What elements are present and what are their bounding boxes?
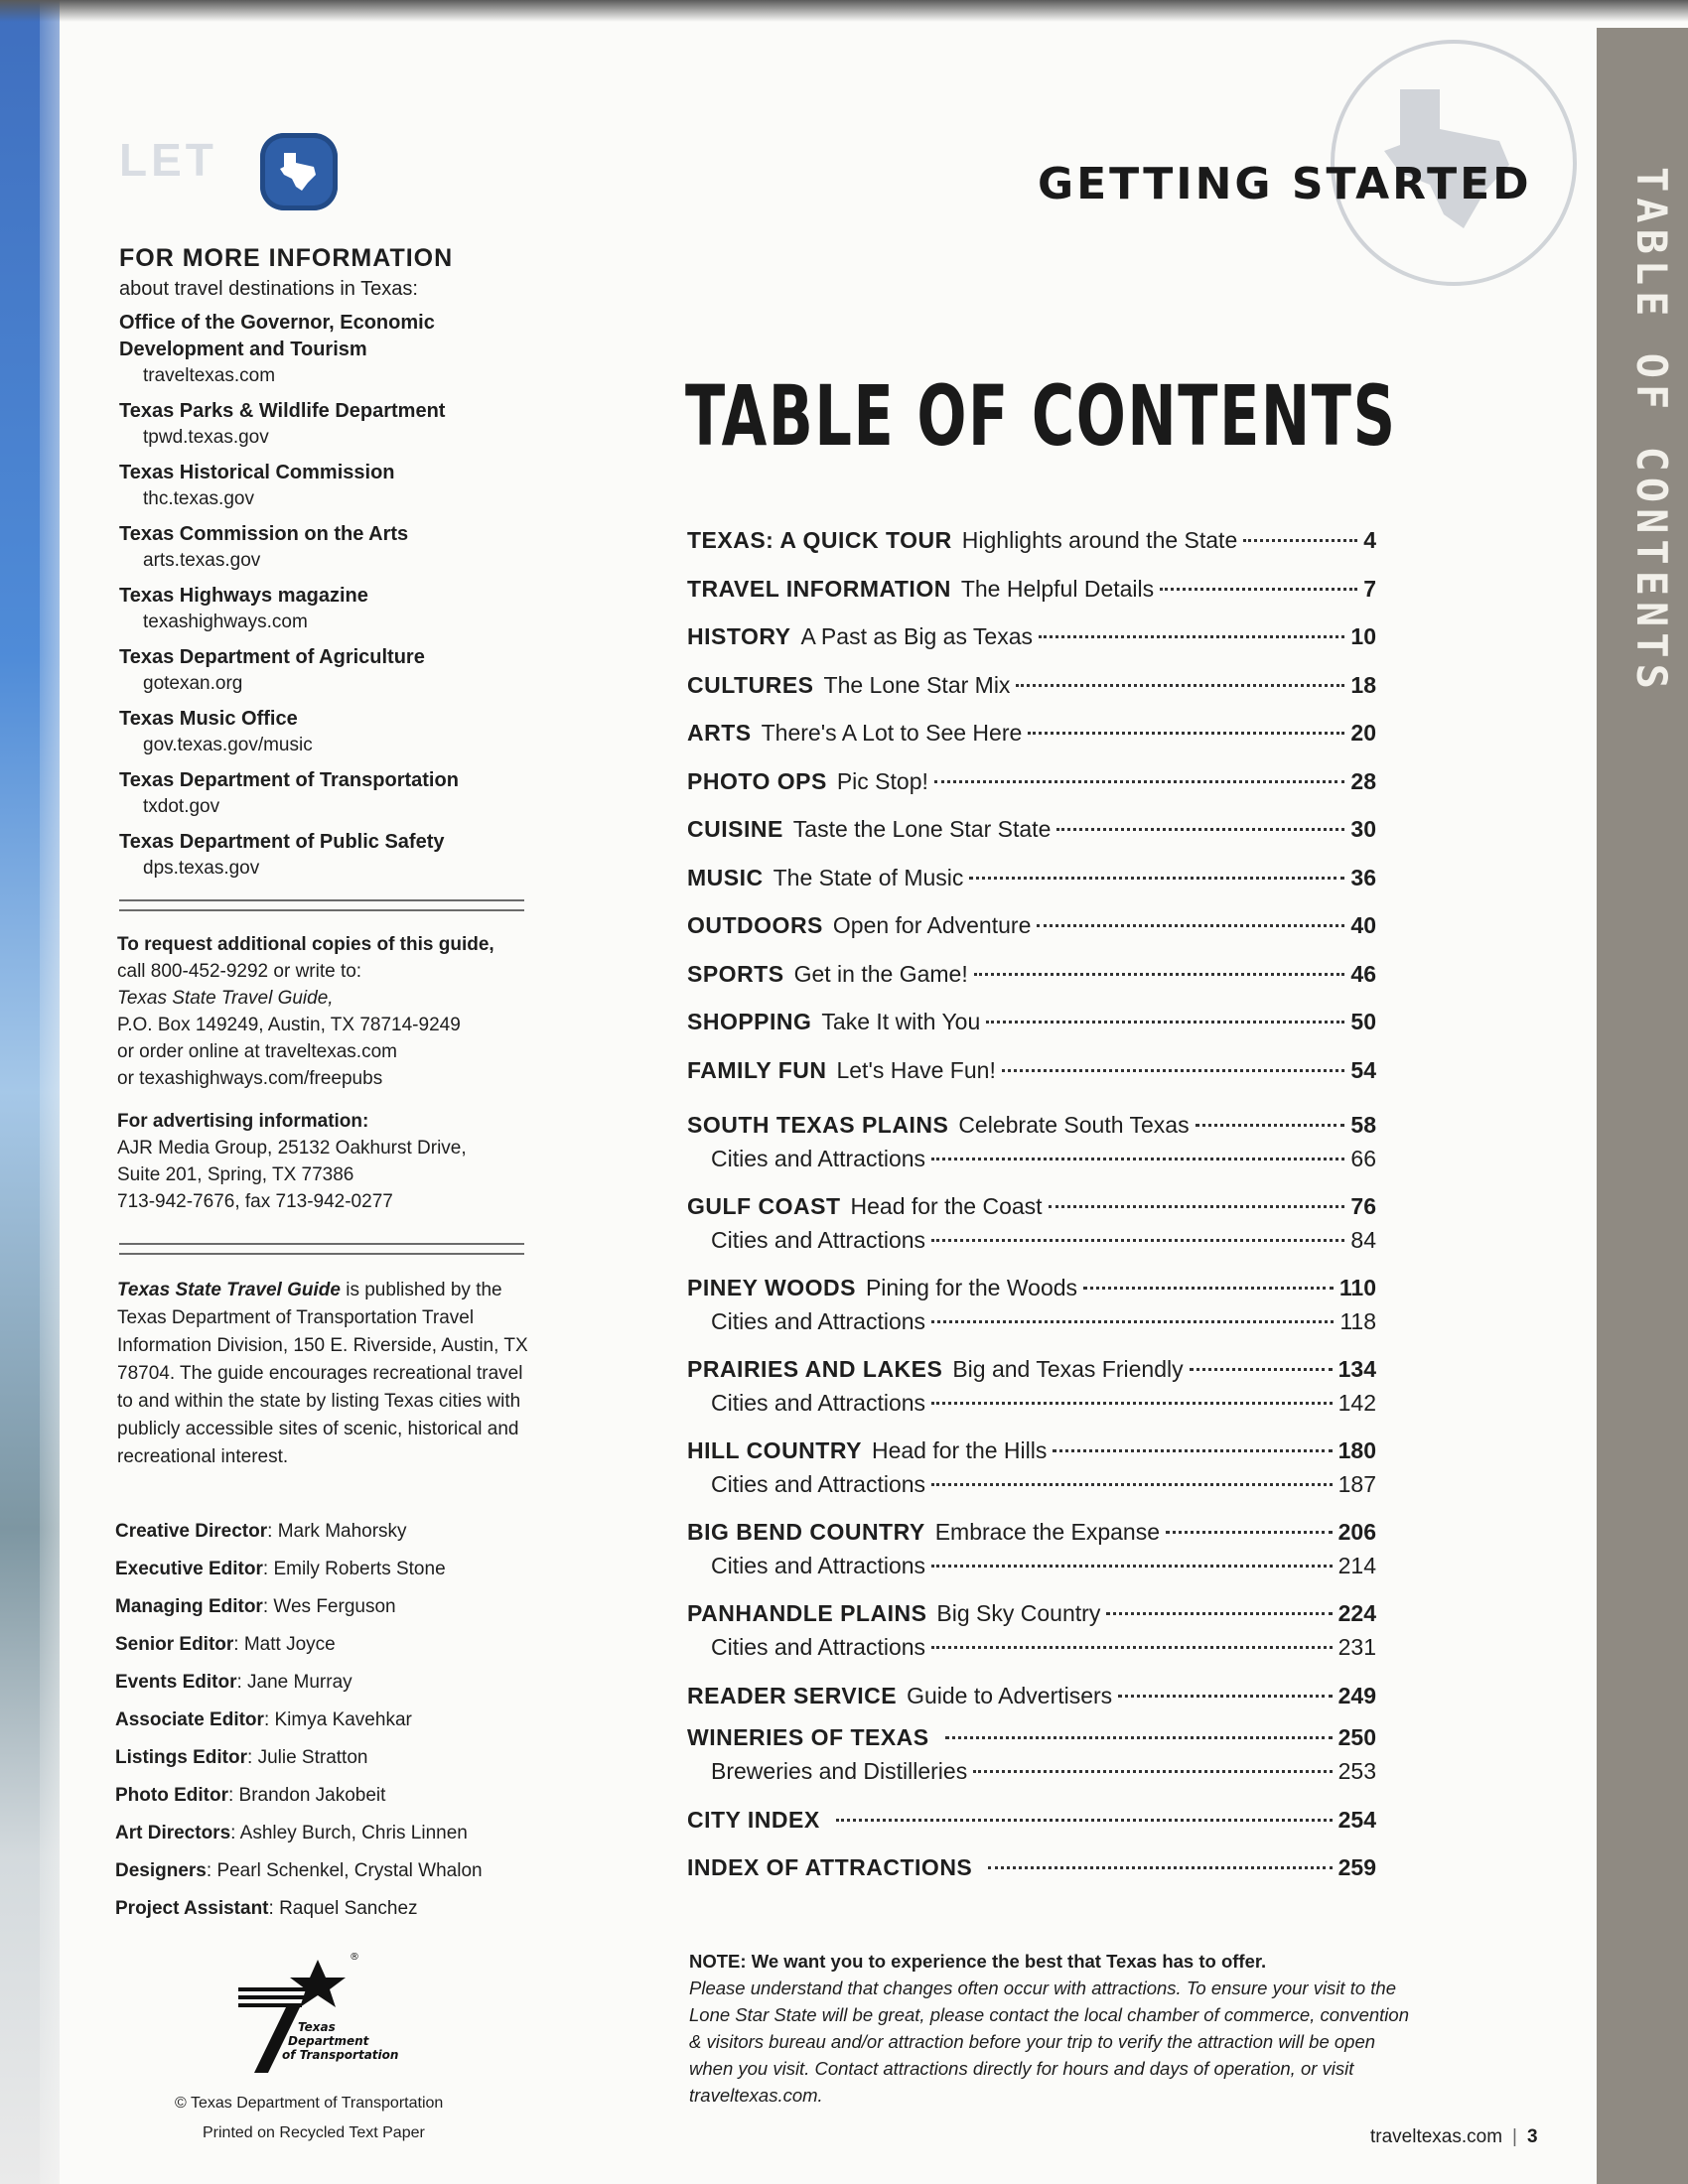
staff-name: Ashley Burch, Chris Linnen: [239, 1823, 468, 1843]
toc-leader: [931, 1565, 1333, 1568]
toc-desc: Big and Texas Friendly: [952, 1356, 1184, 1382]
toc-subrow[interactable]: [687, 1223, 1376, 1257]
agency-url[interactable]: gov.texas.gov/music: [143, 735, 313, 755]
toc-leader: [931, 1646, 1333, 1649]
side-tab-label: TABLE OF CONTENTS: [1627, 167, 1676, 695]
toc-page: 40: [1350, 912, 1376, 938]
toc-row[interactable]: [687, 805, 1376, 854]
recycled-text: Printed on Recycled Text Paper: [203, 2124, 425, 2141]
toc-leader: [1028, 732, 1344, 735]
toc-sub-page: 84: [1350, 1227, 1376, 1253]
toc-row[interactable]: [687, 516, 1376, 565]
texas-badge-icon: [260, 133, 338, 210]
toc-leader: [988, 1866, 1332, 1869]
agency-item: [119, 460, 536, 511]
agency-url[interactable]: tpwd.texas.gov: [143, 427, 269, 448]
agency-item: [119, 521, 536, 573]
toc-desc: Head for the Hills: [871, 1437, 1048, 1463]
toc-section: BIG BEND COUNTRY: [687, 1519, 925, 1545]
staff-role: Associate Editor: [115, 1709, 264, 1730]
toc-leader: [1196, 1124, 1345, 1127]
toc-subrow[interactable]: [687, 1549, 1376, 1582]
agency-list: [119, 310, 536, 890]
info-subtitle: about travel destinations in Texas:: [119, 278, 418, 300]
note-lead: We want you to experience the best that Texas has to offer.: [746, 1951, 1267, 1972]
toc-page: 4: [1363, 527, 1376, 553]
agency-url[interactable]: dps.texas.gov: [143, 858, 260, 879]
toc-page: 259: [1337, 1854, 1376, 1880]
toc-desc: Open for Adventure: [832, 912, 1032, 938]
toc-page: 254: [1337, 1806, 1376, 1833]
toc-row[interactable]: [687, 1515, 1376, 1549]
staff-name: Raquel Sanchez: [279, 1898, 418, 1919]
toc-desc: Pining for the Woods: [865, 1275, 1078, 1300]
divider-rule: [119, 899, 524, 911]
toc-page: 224: [1337, 1600, 1376, 1626]
staff-item: Managing Editor: Wes Ferguson: [115, 1596, 396, 1617]
page-footer: [1370, 2126, 1538, 2148]
toc-sub-page: 142: [1337, 1390, 1376, 1416]
toc-page: 18: [1350, 671, 1376, 698]
staff-item: Executive Editor: Emily Roberts Stone: [115, 1559, 446, 1579]
toc-leader: [1190, 1368, 1333, 1371]
toc-row[interactable]: [687, 901, 1376, 950]
toc-subrow[interactable]: [687, 1386, 1376, 1420]
toc-leader: [1106, 1612, 1332, 1615]
toc-leader: [974, 973, 1345, 976]
staff-item: Senior Editor: Matt Joyce: [115, 1634, 336, 1655]
top-shadow: [0, 0, 1688, 22]
toc-sub-page: 231: [1337, 1634, 1376, 1660]
agency-name: Texas Department of Transportation: [119, 769, 459, 791]
toc-leader: [1056, 828, 1344, 831]
toc-row[interactable]: [687, 1720, 1376, 1754]
toc-page: 46: [1350, 960, 1376, 987]
request-line: call 800-452-9292 or write to:: [117, 961, 362, 982]
toc-desc: Guide to Advertisers: [907, 1683, 1113, 1708]
staff-name: Julie Stratton: [257, 1747, 368, 1768]
staff-item: Photo Editor: Brandon Jakobeit: [115, 1785, 386, 1806]
toc-sub-page: 187: [1337, 1471, 1376, 1497]
toc-desc: Let's Have Fun!: [836, 1056, 996, 1083]
agency-url[interactable]: arts.texas.gov: [143, 550, 261, 571]
toc-subrow[interactable]: [687, 1142, 1376, 1175]
toc-page: 76: [1350, 1193, 1376, 1219]
staff-item: Project Assistant: Raquel Sanchez: [115, 1898, 418, 1919]
toc-section: WINERIES OF TEXAS: [687, 1723, 929, 1750]
toc-section: SHOPPING: [687, 1009, 812, 1034]
toc-row[interactable]: [687, 709, 1376, 757]
staff-role: Art Directors: [115, 1823, 231, 1843]
agency-name: Texas Historical Commission: [119, 462, 395, 483]
toc-leader: [945, 1736, 1333, 1739]
agency-item: [119, 583, 536, 634]
toc-desc: Celebrate South Texas: [958, 1112, 1190, 1138]
toc-row[interactable]: [687, 613, 1376, 661]
toc-sub-page: 214: [1337, 1553, 1376, 1578]
toc-title: TABLE OF CONTENTS: [685, 367, 1397, 465]
toc-sub-page: 66: [1350, 1146, 1376, 1171]
toc-leader: [1166, 1531, 1333, 1534]
photo-fade: [40, 0, 99, 2184]
toc-page: 30: [1350, 816, 1376, 842]
toc-page: 20: [1350, 720, 1376, 746]
request-line: or order online at traveltexas.com: [117, 1041, 397, 1062]
toc-leader: [836, 1819, 1333, 1822]
toc-row[interactable]: [687, 565, 1376, 614]
advertising-heading: For advertising information:: [117, 1111, 369, 1132]
agency-item: [119, 706, 536, 757]
advertising-line: Suite 201, Spring, TX 77386: [117, 1164, 354, 1185]
page-number: 3: [1526, 2126, 1538, 2147]
publisher-title: Texas State Travel Guide: [117, 1280, 341, 1300]
toc-row[interactable]: [687, 1843, 1376, 1892]
toc-leader: [969, 877, 1344, 880]
toc-leader: [986, 1021, 1344, 1024]
agency-item: [119, 310, 536, 388]
toc-section: TEXAS: A QUICK TOUR: [687, 527, 952, 553]
toc-leader: [931, 1158, 1344, 1160]
toc-page: 58: [1350, 1112, 1376, 1138]
staff-name: Pearl Schenkel, Crystal Whalon: [216, 1860, 483, 1881]
toc-leader: [931, 1483, 1333, 1486]
toc-page: 134: [1337, 1356, 1376, 1382]
advertising-line: 713-942-7676, fax 713-942-0277: [117, 1191, 393, 1212]
toc-section: READER SERVICE: [687, 1683, 898, 1708]
staff-item: Events Editor: Jane Murray: [115, 1672, 352, 1693]
toc-section: HILL COUNTRY: [687, 1437, 862, 1463]
toc-leader: [931, 1402, 1333, 1405]
agency-url[interactable]: thc.texas.gov: [143, 488, 254, 509]
staff-role: Events Editor: [115, 1672, 237, 1693]
toc-section: INDEX OF ATTRACTIONS: [687, 1854, 973, 1880]
staff-name: Wes Ferguson: [273, 1596, 396, 1617]
staff-item: Art Directors: Ashley Burch, Chris Linnen: [115, 1823, 468, 1843]
toc-section: SOUTH TEXAS PLAINS: [687, 1112, 949, 1138]
toc-desc: Pic Stop!: [836, 767, 928, 794]
toc-sub-desc: Cities and Attractions: [711, 1227, 926, 1253]
request-line: P.O. Box 149249, Austin, TX 78714-9249: [117, 1015, 461, 1035]
advertising-line: AJR Media Group, 25132 Oakhurst Drive,: [117, 1138, 467, 1159]
toc-section: FAMILY FUN: [687, 1056, 827, 1083]
agency-name: Office of the Governor, Economic Development and Tourism: [119, 312, 435, 360]
toc-section: ARTS: [687, 720, 752, 746]
staff-role: Creative Director: [115, 1521, 268, 1542]
toc-page: 28: [1350, 767, 1376, 794]
staff-role: Project Assistant: [115, 1898, 269, 1919]
toc-section: SPORTS: [687, 960, 784, 987]
getting-started-heading: GETTING STARTED: [1038, 159, 1532, 209]
staff-item: Associate Editor: Kimya Kavehkar: [115, 1709, 412, 1730]
logo-caption: Texas: [298, 2020, 336, 2034]
toc-desc: The State of Music: [773, 864, 964, 890]
footer-separator: |: [1512, 2126, 1517, 2147]
agency-name: Texas Department of Agriculture: [119, 646, 425, 668]
staff-item: Listings Editor: Julie Stratton: [115, 1747, 368, 1768]
toc-page: 206: [1337, 1519, 1376, 1545]
toc-page: 10: [1350, 623, 1376, 649]
info-title: FOR MORE INFORMATION: [119, 244, 454, 272]
toc-row[interactable]: [687, 1046, 1376, 1095]
request-copies-block: [117, 931, 544, 1092]
staff-role: Photo Editor: [115, 1785, 228, 1806]
toc-page: 36: [1350, 864, 1376, 890]
toc-leader: [1053, 1449, 1332, 1452]
toc-section: PHOTO OPS: [687, 767, 827, 794]
staff-name: Jane Murray: [247, 1672, 352, 1693]
toc-page: 7: [1363, 575, 1376, 602]
staff-item: Creative Director: Mark Mahorsky: [115, 1521, 407, 1542]
request-line: or texashighways.com/freepubs: [117, 1068, 383, 1089]
toc-row[interactable]: [687, 1271, 1376, 1304]
toc-sub-page: 118: [1339, 1308, 1376, 1334]
staff-name: Emily Roberts Stone: [273, 1559, 446, 1579]
staff-name: Matt Joyce: [243, 1634, 336, 1655]
toc-leader: [1118, 1695, 1332, 1698]
agency-url[interactable]: txdot.gov: [143, 796, 220, 817]
publisher-text: is published by the Texas Department of Transportation Travel Information Division, 150 E. Riverside, Austin, TX 78704. The guide encourages recreational travel to and within the state by listing Texas cities with publicly accessible sites of scenic, historical and recreational interest.: [117, 1280, 528, 1467]
toc-desc: Taste the Lone Star State: [792, 816, 1052, 842]
toc-sub-page: 253: [1337, 1757, 1376, 1784]
agency-name: Texas Highways magazine: [119, 585, 368, 607]
toc-page: 250: [1337, 1723, 1376, 1750]
toc-subrow[interactable]: [687, 1467, 1376, 1501]
toc-sub-desc: Cities and Attractions: [711, 1471, 926, 1497]
toc-subrow[interactable]: [687, 1304, 1376, 1338]
toc-row[interactable]: [687, 950, 1376, 999]
side-tab: [1597, 28, 1688, 2184]
toc-page: 54: [1350, 1056, 1376, 1083]
toc-subrow[interactable]: [687, 1630, 1376, 1664]
toc-page: 180: [1337, 1437, 1376, 1463]
request-heading: To request additional copies of this guide,: [117, 934, 494, 955]
staff-list: [115, 1513, 552, 1928]
toc-leader: [931, 1320, 1334, 1323]
toc-section: OUTDOORS: [687, 912, 823, 938]
staff-name: Brandon Jakobeit: [238, 1785, 386, 1806]
agency-item: [119, 398, 536, 450]
toc-leader: [1243, 539, 1357, 542]
agency-item: [119, 767, 536, 819]
toc-sub-desc: Breweries and Distilleries: [711, 1757, 968, 1784]
staff-item: Designers: Pearl Schenkel, Crystal Whalon: [115, 1860, 483, 1881]
toc-leader: [931, 1239, 1344, 1242]
staff-name: Kimya Kavehkar: [274, 1709, 412, 1730]
toc-row[interactable]: [687, 1352, 1376, 1386]
toc-row[interactable]: [687, 998, 1376, 1046]
toc-list: [687, 516, 1376, 1892]
toc-row[interactable]: [687, 661, 1376, 710]
agency-name: Texas Music Office: [119, 708, 298, 730]
toc-section: CITY INDEX: [687, 1806, 820, 1833]
toc-page: 50: [1350, 1009, 1376, 1034]
staff-role: Executive Editor: [115, 1559, 263, 1579]
toc-desc: Get in the Game!: [793, 960, 968, 987]
toc-row[interactable]: [687, 1433, 1376, 1467]
toc-desc: Take It with You: [821, 1009, 981, 1034]
toc-desc: Embrace the Expanse: [934, 1519, 1161, 1545]
staff-role: Designers: [115, 1860, 207, 1881]
toc-desc: The Helpful Details: [960, 575, 1155, 602]
toc-row[interactable]: [687, 1189, 1376, 1223]
note-block: [689, 1948, 1424, 2109]
toc-sub-desc: Cities and Attractions: [711, 1553, 926, 1578]
toc-sub-desc: Cities and Attractions: [711, 1390, 926, 1416]
staff-role: Managing Editor: [115, 1596, 263, 1617]
toc-sub-desc: Cities and Attractions: [711, 1308, 926, 1334]
toc-leader: [1016, 684, 1344, 687]
toc-desc: Head for the Coast: [850, 1193, 1043, 1219]
logo-caption: Department: [288, 2034, 369, 2048]
toc-row[interactable]: [687, 1596, 1376, 1630]
agency-item: [119, 829, 536, 881]
agency-name: Texas Commission on the Arts: [119, 523, 409, 545]
toc-leader: [1083, 1287, 1334, 1290]
logo-caption: of Transportation: [282, 2048, 399, 2062]
footer-site[interactable]: traveltexas.com: [1370, 2126, 1503, 2147]
toc-section: HISTORY: [687, 623, 791, 649]
toc-section: PANHANDLE PLAINS: [687, 1600, 927, 1626]
toc-row[interactable]: [687, 757, 1376, 806]
toc-section: PRAIRIES AND LAKES: [687, 1356, 943, 1382]
toc-section: GULF COAST: [687, 1193, 841, 1219]
toc-row[interactable]: [687, 1672, 1376, 1720]
toc-leader: [1002, 1069, 1345, 1072]
toc-desc: Big Sky Country: [936, 1600, 1101, 1626]
agency-url[interactable]: traveltexas.com: [143, 365, 276, 386]
toc-leader: [1049, 1205, 1345, 1208]
note-body: Please understand that changes often occur with attractions. To ensure your visit to the Lone Star State will be great, please contact the local chamber of commerce, convention & visitors bureau and/or attraction before your trip to verify the attraction will be open when you visit. Contact attractions directly for hours and days of operation, or visit traveltexas.com.: [689, 1978, 1409, 2106]
toc-page: 110: [1338, 1275, 1376, 1300]
toc-leader: [1039, 635, 1344, 638]
toc-leader: [973, 1770, 1332, 1773]
agency-url[interactable]: texashighways.com: [143, 612, 308, 632]
agency-name: Texas Parks & Wildlife Department: [119, 400, 446, 422]
copyright-text: © Texas Department of Transportation: [175, 2095, 444, 2112]
toc-page: 249: [1337, 1683, 1376, 1708]
toc-desc: A Past as Big as Texas: [800, 623, 1034, 649]
toc-subrow[interactable]: [687, 1754, 1376, 1788]
let-logo-text: LET: [119, 134, 217, 186]
divider-rule: [119, 1243, 524, 1255]
toc-desc: Highlights around the State: [961, 527, 1238, 553]
advertising-block: [117, 1108, 544, 1215]
toc-leader: [934, 780, 1345, 783]
staff-role: Senior Editor: [115, 1634, 234, 1655]
note-label: NOTE:: [689, 1951, 747, 1972]
toc-sub-desc: Cities and Attractions: [711, 1634, 926, 1660]
toc-row[interactable]: [687, 1796, 1376, 1844]
toc-desc: The Lone Star Mix: [823, 671, 1011, 698]
toc-section: CUISINE: [687, 816, 783, 842]
agency-name: Texas Department of Public Safety: [119, 831, 445, 853]
toc-row[interactable]: [687, 1108, 1376, 1142]
toc-row[interactable]: [687, 854, 1376, 902]
staff-name: Mark Mahorsky: [277, 1521, 407, 1542]
agency-url[interactable]: gotexan.org: [143, 673, 243, 694]
request-line: Texas State Travel Guide,: [117, 988, 334, 1009]
toc-section: PINEY WOODS: [687, 1275, 856, 1300]
toc-section: TRAVEL INFORMATION: [687, 575, 951, 602]
toc-desc: There's A Lot to See Here: [761, 720, 1023, 746]
agency-item: [119, 644, 536, 696]
toc-sub-desc: Cities and Attractions: [711, 1146, 926, 1171]
svg-text:®: ®: [350, 1952, 359, 1963]
txdot-logo-icon: [238, 1948, 417, 2077]
toc-section: MUSIC: [687, 864, 764, 890]
publisher-block: [117, 1277, 534, 1471]
toc-section: CULTURES: [687, 671, 814, 698]
toc-leader: [1160, 588, 1357, 591]
staff-role: Listings Editor: [115, 1747, 247, 1768]
toc-leader: [1037, 924, 1344, 927]
